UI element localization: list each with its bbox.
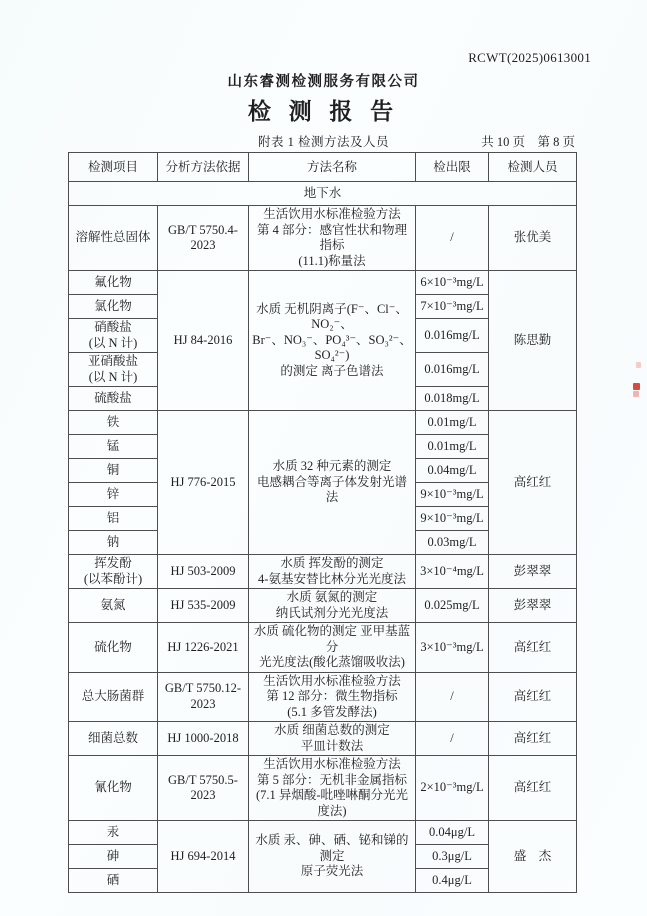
method-cell	[249, 756, 416, 821]
item-name-cell	[69, 483, 158, 507]
person-cell	[489, 271, 577, 411]
item-name-cell	[69, 507, 158, 531]
text-line: 硒	[106, 872, 120, 887]
text-line: 高红红	[513, 474, 552, 489]
table-caption: 附表 1 检测方法及人员	[257, 135, 389, 149]
text-line: 光光度法(酸化蒸馏吸收法)	[259, 655, 405, 669]
report-title: 检 测 报 告	[247, 99, 400, 124]
text-line: 锰	[106, 438, 120, 453]
text-line: 3×10⁻⁴mg/L	[420, 563, 484, 578]
table-row	[69, 206, 577, 271]
table-row	[69, 672, 577, 722]
method-cell	[249, 672, 416, 722]
text-line: 高红红	[513, 780, 552, 795]
text-line: 挥发酚	[94, 556, 132, 570]
item-name-cell	[69, 411, 158, 435]
method-cell	[249, 589, 416, 623]
limit-cell	[416, 435, 489, 459]
item-name-cell	[69, 672, 158, 722]
table-row	[69, 411, 577, 435]
red-seal-mark	[633, 391, 639, 397]
text-line: /	[450, 730, 454, 745]
person-cell	[489, 555, 577, 589]
person-cell	[489, 589, 577, 623]
limit-cell	[416, 206, 489, 271]
text-line: 铁	[106, 414, 120, 429]
text-line: 总大肠菌群	[81, 689, 145, 703]
limit-cell	[416, 869, 489, 893]
text-line: 2×10⁻³mg/L	[420, 780, 484, 795]
limit-cell	[416, 672, 489, 722]
limit-cell	[416, 387, 489, 411]
method-cell	[249, 206, 416, 271]
text-line: 张优美	[513, 230, 552, 245]
text-line: 氨氮	[100, 597, 126, 612]
limit-cell	[416, 756, 489, 821]
method-cell	[249, 411, 416, 555]
item-name-cell	[69, 756, 158, 821]
text-line: 纳氏试剂分光光度法	[275, 605, 389, 620]
person-cell	[489, 722, 577, 756]
text-line: 生活饮用水标准检验方法	[263, 757, 401, 771]
column-header: 检出限	[416, 153, 489, 182]
page-indicator: 共 10 页 第 8 页	[481, 135, 575, 149]
report-number: RCWT(2025)0613001	[468, 50, 591, 65]
table-row	[69, 555, 577, 589]
text-line: 高红红	[513, 730, 552, 745]
table-row	[69, 589, 577, 623]
text-line: 水质 细菌总数的测定	[274, 723, 390, 737]
text-line: HJ 1000-2018	[167, 730, 239, 745]
limit-cell	[416, 459, 489, 483]
standard-cell	[158, 411, 249, 555]
item-name-cell	[69, 869, 158, 893]
section-label: 地下水	[69, 182, 577, 206]
text-line: HJ 776-2015	[170, 474, 236, 489]
limit-cell	[416, 722, 489, 756]
limit-cell	[416, 295, 489, 319]
limit-cell	[416, 483, 489, 507]
text-line: Br⁻、NO₃⁻、PO₄³⁻、SO₃²⁻、SO₄²⁻)	[252, 332, 412, 363]
text-line: 硫化物	[94, 639, 132, 654]
person-cell	[489, 756, 577, 821]
text-line: 水质 无机阴离子(F⁻、Cl⁻、NO₂⁻、	[256, 301, 408, 332]
method-cell	[249, 821, 416, 893]
text-line: (11.1)称量法	[298, 253, 366, 268]
text-line: 0.03mg/L	[427, 534, 477, 549]
text-line: 高红红	[513, 639, 552, 654]
standard-cell	[158, 756, 249, 821]
text-line: 7×10⁻³mg/L	[420, 298, 484, 313]
limit-cell	[416, 271, 489, 295]
red-seal-mark	[636, 362, 641, 368]
item-name-cell	[69, 271, 158, 295]
item-name-cell	[69, 295, 158, 319]
person-cell	[489, 206, 577, 271]
text-line: 0.04mg/L	[427, 462, 477, 477]
text-line: 生活饮用水标准检验方法	[263, 673, 401, 688]
column-header: 检测人员	[489, 153, 577, 182]
text-line: 盛 杰	[513, 848, 552, 863]
item-name-cell	[69, 531, 158, 555]
item-name-cell	[69, 845, 158, 869]
text-line: 6×10⁻³mg/L	[420, 274, 484, 289]
text-line: (以 N 计)	[88, 335, 138, 350]
text-line: 0.4μg/L	[432, 872, 472, 887]
text-line: 氟化物	[94, 274, 132, 289]
table-row	[69, 623, 577, 673]
method-cell	[249, 271, 416, 411]
method-cell	[249, 555, 416, 589]
text-line: 第 5 部分：无机非金属指标	[256, 772, 407, 787]
person-cell	[489, 672, 577, 722]
text-line: (以苯酚计)	[83, 571, 143, 586]
text-line: 原子荧光法	[300, 864, 364, 879]
limit-cell	[416, 555, 489, 589]
text-line: 水质 挥发酚的测定	[280, 556, 384, 570]
item-name-cell	[69, 722, 158, 756]
table-row	[69, 271, 577, 295]
methods-table	[68, 152, 577, 893]
limit-cell	[416, 845, 489, 869]
limit-cell	[416, 589, 489, 623]
text-line: GB/T 5750.12-2023	[164, 681, 242, 711]
person-cell	[489, 411, 577, 555]
limit-cell	[416, 353, 489, 387]
text-line: 0.016mg/L	[424, 361, 480, 376]
standard-cell	[158, 821, 249, 893]
text-line: 0.018mg/L	[424, 390, 480, 405]
item-name-cell	[69, 623, 158, 673]
limit-cell	[416, 623, 489, 673]
text-line: (以 N 计)	[88, 369, 138, 384]
text-line: 0.01mg/L	[427, 438, 477, 453]
text-line: 0.016mg/L	[424, 327, 480, 342]
section-row	[69, 182, 577, 206]
text-line: 钠	[106, 534, 120, 549]
text-line: 高红红	[513, 689, 552, 703]
text-line: 3×10⁻³mg/L	[420, 639, 484, 654]
text-line: 细菌总数	[87, 730, 138, 745]
limit-cell	[416, 821, 489, 845]
text-line: 的测定 离子色谱法	[280, 363, 384, 378]
item-name-cell	[69, 387, 158, 411]
text-line: 氯化物	[94, 298, 132, 313]
text-line: HJ 694-2014	[170, 848, 236, 863]
table-row	[69, 821, 577, 845]
text-line: GB/T 5750.5-2023	[168, 772, 238, 802]
text-line: 电感耦合等离子体发射光谱法	[256, 474, 407, 505]
limit-cell	[416, 531, 489, 555]
text-line: 4-氨基安替比林分光光度法	[258, 571, 406, 586]
person-cell	[489, 623, 577, 673]
text-line: HJ 1226-2021	[167, 639, 239, 654]
standard-cell	[158, 271, 249, 411]
text-line: 汞	[106, 824, 120, 839]
item-name-cell	[69, 821, 158, 845]
text-line: 彭翠翠	[513, 563, 552, 578]
text-line: 0.3μg/L	[432, 848, 472, 863]
text-line: 9×10⁻³mg/L	[420, 486, 484, 501]
standard-cell	[158, 672, 249, 722]
text-line: 彭翠翠	[513, 597, 552, 612]
item-name-cell	[69, 319, 158, 353]
text-line: 硫酸盐	[94, 390, 132, 405]
column-header: 方法名称	[249, 153, 416, 182]
text-line: 0.025mg/L	[424, 597, 480, 612]
text-line: 第 4 部分：感官性状和物理指标	[256, 222, 407, 252]
text-line: 生活饮用水标准检验方法	[263, 207, 401, 221]
text-line: 平皿计数法	[300, 738, 364, 753]
limit-cell	[416, 411, 489, 435]
standard-cell	[158, 623, 249, 673]
text-line: (5.1 多管发酵法)	[287, 704, 377, 719]
text-line: GB/T 5750.4-2023	[168, 222, 238, 252]
limit-cell	[416, 319, 489, 353]
table-row	[69, 756, 577, 821]
column-header: 检测项目	[69, 153, 158, 182]
company-name: 山东睿测检测服务有限公司	[227, 74, 420, 90]
item-name-cell	[69, 206, 158, 271]
text-line: 0.04μg/L	[429, 824, 475, 839]
text-line: 陈思勤	[513, 332, 552, 347]
item-name-cell	[69, 555, 158, 589]
text-line: 亚硝酸盐	[87, 354, 138, 368]
methods-table-body	[69, 182, 577, 893]
text-line: 水质 32 种元素的测定	[272, 459, 392, 474]
text-line: (7.1 异烟酸-吡唑啉酮分光光度法)	[255, 788, 409, 818]
standard-cell	[158, 206, 249, 271]
item-name-cell	[69, 459, 158, 483]
text-line: 铜	[106, 462, 120, 477]
standard-cell	[158, 555, 249, 589]
text-line: 第 12 部分：微生物指标	[266, 689, 398, 703]
standard-cell	[158, 722, 249, 756]
method-cell	[249, 722, 416, 756]
table-row	[69, 722, 577, 756]
person-cell	[489, 821, 577, 893]
text-line: /	[450, 689, 454, 703]
text-line: 铝	[106, 510, 120, 525]
text-line: 硝酸盐	[94, 320, 132, 334]
text-line: 砷	[106, 848, 120, 863]
text-line: HJ 535-2009	[170, 597, 236, 612]
text-line: 水质 氨氮的测定	[286, 590, 378, 604]
text-line: 锌	[106, 486, 120, 501]
text-line: HJ 84-2016	[173, 332, 233, 347]
text-line: 9×10⁻³mg/L	[420, 510, 484, 525]
standard-cell	[158, 589, 249, 623]
text-line: 氰化物	[94, 780, 132, 795]
text-line: /	[450, 230, 454, 245]
text-line: 水质 汞、砷、硒、铋和锑的测定	[255, 833, 409, 863]
text-line: 溶解性总固体	[75, 230, 151, 245]
text-line: 0.01mg/L	[427, 414, 477, 429]
item-name-cell	[69, 353, 158, 387]
item-name-cell	[69, 435, 158, 459]
text-line: 水质 硫化物的测定 亚甲基蓝分	[253, 624, 411, 654]
column-header: 分析方法依据	[158, 153, 249, 182]
limit-cell	[416, 507, 489, 531]
text-line: HJ 503-2009	[170, 563, 236, 578]
method-cell	[249, 623, 416, 673]
item-name-cell	[69, 589, 158, 623]
red-seal-mark	[633, 383, 640, 390]
table-header-row	[69, 153, 577, 182]
